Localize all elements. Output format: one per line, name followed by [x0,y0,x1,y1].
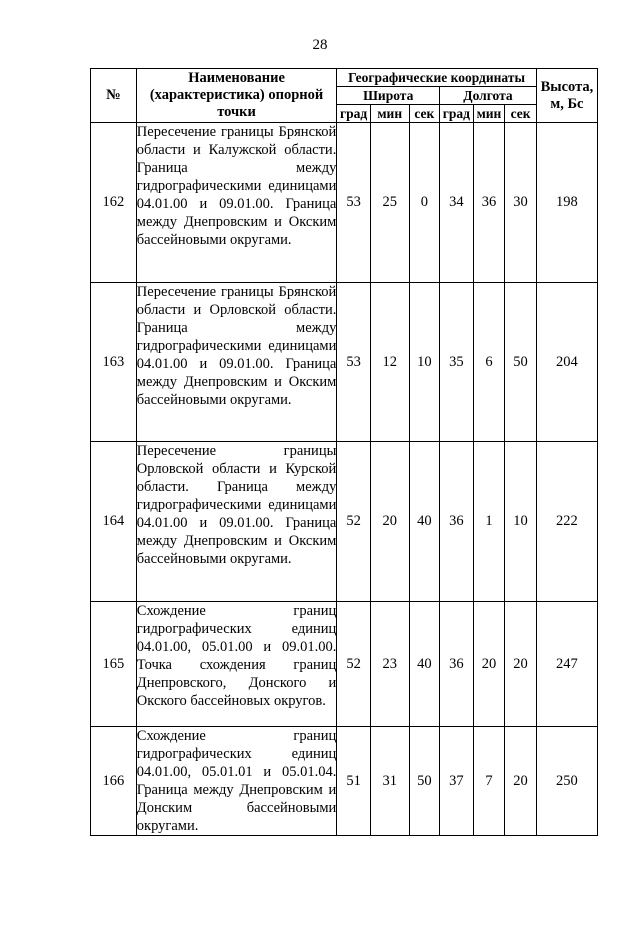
lon-sek: 10 [505,442,537,602]
lat-sek: 40 [409,442,440,602]
lon-min: 36 [473,123,505,283]
lat-min: 23 [370,602,409,727]
height-value: 247 [536,602,597,727]
page-number: 28 [312,37,328,53]
point-description: Пересечение границы Орловской области и Курской области. Граница между гидрографическими единицами 04.01.00 и 09.01.00. Граница между Днепровским и Окским бассейновыми округами. [136,442,337,602]
lon-sek: 50 [505,283,537,442]
lon-grad: 36 [440,602,474,727]
header-no: № [91,69,137,123]
header-name: Наименование (характеристика) опорной точки [136,69,337,123]
height-value: 198 [536,123,597,283]
point-description: Пересечение границы Брянской области и Орловской области. Граница между гидрографическими единицами 04.01.00 и 09.01.00. Граница между Днепровским и Окским бассейновыми округами. [136,283,337,442]
lat-grad: 51 [337,727,371,836]
point-description: Схождение границ гидрографических единиц 04.01.00, 05.01.00 и 09.01.00. Точка схождения границ Днепровского, Донского и Окского бассейновых округов. [136,602,337,727]
height-value: 222 [536,442,597,602]
lat-min: 12 [370,283,409,442]
lon-grad: 37 [440,727,474,836]
reference-points-table [90,68,598,836]
table-row [91,283,598,442]
lon-min: 6 [473,283,505,442]
row-number: 163 [91,283,137,442]
row-number: 162 [91,123,137,283]
lat-min: 20 [370,442,409,602]
lon-grad: 34 [440,123,474,283]
lat-min: 25 [370,123,409,283]
lon-min: 7 [473,727,505,836]
lon-sek: 30 [505,123,537,283]
header-lat-min: мин [370,105,409,123]
header-lon-sek: сек [505,105,537,123]
lon-min: 20 [473,602,505,727]
lat-sek: 40 [409,602,440,727]
lat-sek: 0 [409,123,440,283]
point-description: Пересечение границы Брянской области и Калужской области. Граница между гидрографическими единицами 04.01.00 и 09.01.00. Граница между Днепровским и Окским бассейновыми округами. [136,123,337,283]
header-lat-grad: град [337,105,371,123]
header-longitude: Долгота [440,87,537,105]
header-latitude: Широта [337,87,440,105]
lat-min: 31 [370,727,409,836]
header-lon-min: мин [473,105,505,123]
height-value: 204 [536,283,597,442]
lon-sek: 20 [505,602,537,727]
lat-grad: 53 [337,283,371,442]
row-number: 164 [91,442,137,602]
lat-grad: 53 [337,123,371,283]
header-geo-coordinates: Географические координаты [337,69,537,87]
row-number: 166 [91,727,137,836]
lat-sek: 50 [409,727,440,836]
height-value: 250 [536,727,597,836]
header-lat-sek: сек [409,105,440,123]
table-row [91,727,598,836]
header-height: Высота, м, Бс [536,69,597,123]
row-number: 165 [91,602,137,727]
lat-grad: 52 [337,442,371,602]
table-row [91,602,598,727]
lon-grad: 36 [440,442,474,602]
lon-grad: 35 [440,283,474,442]
lat-grad: 52 [337,602,371,727]
lat-sek: 10 [409,283,440,442]
point-description: Схождение границ гидрографических единиц 04.01.00, 05.01.01 и 05.01.04. Граница между Днепровским и Донским бассейновыми округами. [136,728,337,834]
header-lon-grad: град [440,105,474,123]
table-row [91,442,598,602]
table-row [91,123,598,283]
lon-sek: 20 [505,727,537,836]
lon-min: 1 [473,442,505,602]
